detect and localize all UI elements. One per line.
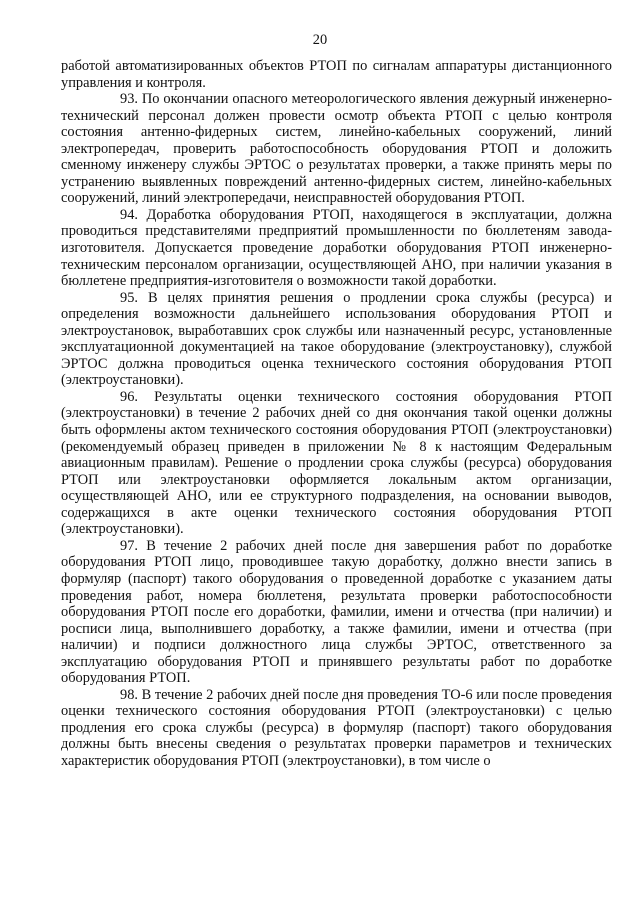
document-body (61, 58, 612, 770)
paragraph-96: 96. Результаты оценки технического состояния оборудования РТОП (электроустановки) в течение 2 рабочих дней со дня окончания такой оценки должны быть оформлены актом технического состояния оборудования РТОП (электроустановки) (рекомендуемый образец приведен в приложении № 8 к настоящим Федеральным авиационным правилам). Решение о продлении срока службы (ресурса) оборудования РТОП или электроустановки оформляется локальным актом организации, осуществляющей АНО, или ее структурного подразделения, на основании выводов, содержащихся в акте оценки технического состояния оборудования РТОП (электроустановки). (61, 388, 612, 538)
paragraph-93: 93. По окончании опасного метеорологического явления дежурный инженерно-технический персонал должен провести осмотр объекта РТОП с целью контроля состояния антенно-фидерных систем, линейно-кабельных сооружений, линий электропередач, проверить работоспособность оборудования РТОП и доложить сменному инженеру службы ЭРТОС о результатах проверки, а также принять меры по устранению выявленных повреждений антенно-фидерных систем, линейно-кабельных сооружений, линий электропередачи, неисправностей оборудования РТОП. (61, 91, 612, 207)
paragraph-95: 95. В целях принятия решения о продлении срока службы (ресурса) и определения возможности дальнейшего использования оборудования РТОП и электроустановок, выработавших срок службы или назначенный ресурс, установленные эксплуатационной документацией на такое оборудование (электроустановку), службой ЭРТОС должна проводиться оценка технического состояния оборудования РТОП (электроустановки). (61, 289, 612, 389)
paragraph-continuation: работой автоматизированных объектов РТОП по сигналам аппаратуры дистанционного управления и контроля. (61, 58, 612, 91)
paragraph-94: 94. Доработка оборудования РТОП, находящегося в эксплуатации, должна проводиться представителями предприятий промышленности по бюллетеням завода-изготовителя. Допускается проведение доработки оборудования РТОП инженерно-техническим персоналом организации, осуществляющей АНО, при наличии указания в бюллетене предприятия-изготовителя о возможности такой доработки. (61, 206, 612, 290)
page-number: 20 (312, 32, 328, 48)
paragraph-97: 97. В течение 2 рабочих дней после дня завершения работ по доработке оборудования РТОП лицо, проводившее такую доработку, должно внести запись в формуляр (паспорт) такого оборудования о проведенной доработке с указанием даты проведения работ, номера бюллетеня, результата проверки работоспособности оборудования РТОП после его доработки, фамилии, имени и отчества (при наличии) и росписи лица, выполнившего доработку, а также фамилии, имени и отчества (при наличии) и подписи должностного лица службы ЭРТОС, ответственного за эксплуатацию оборудования РТОП и принявшего результаты работ по доработке оборудования РТОП. (61, 537, 612, 687)
paragraph-98: 98. В течение 2 рабочих дней после дня проведения ТО-6 или после проведения оценки технического состояния оборудования РТОП (электроустановки) с целью продления его срока службы (ресурса) в формуляр (паспорт) такого оборудования должны быть внесены сведения о результатах проверки параметров и технических характеристик оборудования РТОП (электроустановки), в том числе о (61, 686, 612, 769)
